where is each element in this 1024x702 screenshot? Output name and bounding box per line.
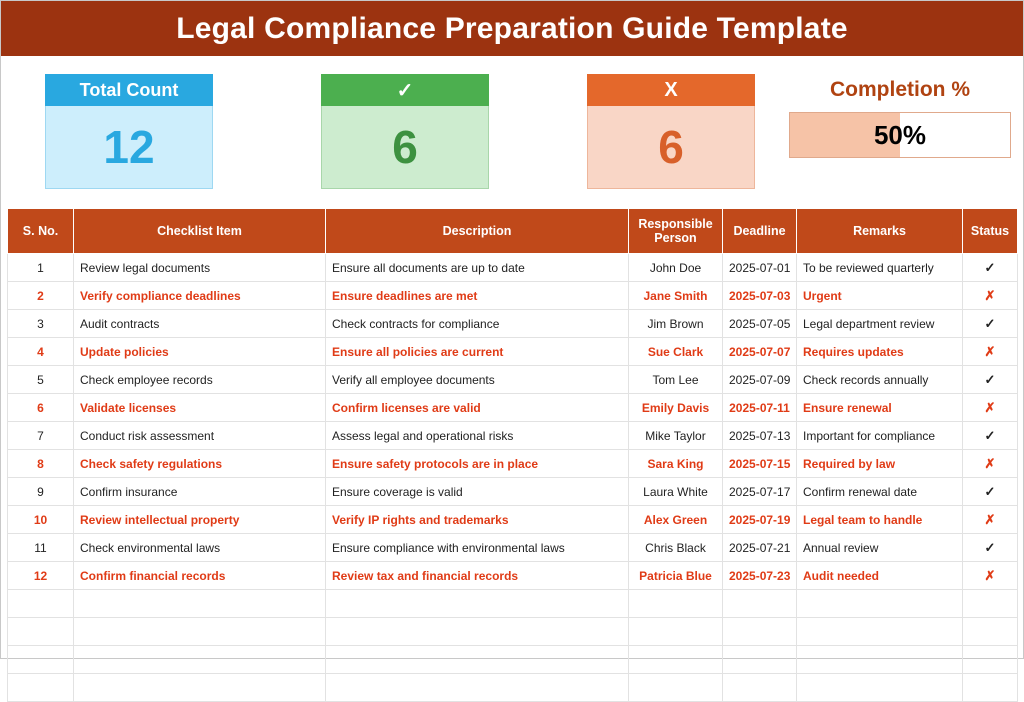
cell-remarks[interactable]: Confirm renewal date [797, 478, 963, 506]
cell-remarks[interactable]: Audit needed [797, 562, 963, 590]
status-badge[interactable]: ✓ [963, 534, 1018, 562]
cell-responsible[interactable] [629, 590, 723, 618]
cell-sno[interactable]: 10 [8, 506, 74, 534]
cell-sno[interactable]: 5 [8, 366, 74, 394]
cell-description[interactable]: Ensure compliance with environmental laws [326, 534, 629, 562]
cell-responsible[interactable]: Sue Clark [629, 338, 723, 366]
cell-remarks[interactable]: Legal team to handle [797, 506, 963, 534]
status-badge[interactable]: ✗ [963, 450, 1018, 478]
cell-responsible[interactable]: Jane Smith [629, 282, 723, 310]
cell-responsible[interactable]: Tom Lee [629, 366, 723, 394]
status-badge[interactable] [963, 646, 1018, 674]
completion-progress-bar [789, 112, 1011, 158]
cell-remarks[interactable]: Check records annually [797, 366, 963, 394]
cell-deadline[interactable]: 2025-07-07 [723, 338, 797, 366]
cell-item[interactable] [74, 674, 326, 702]
cell-responsible[interactable]: Jim Brown [629, 310, 723, 338]
cell-sno[interactable] [8, 590, 74, 618]
cell-responsible[interactable] [629, 674, 723, 702]
page-title: Legal Compliance Preparation Guide Template [176, 11, 848, 45]
cell-item[interactable]: Update policies [74, 338, 326, 366]
cell-responsible[interactable]: Sara King [629, 450, 723, 478]
table-row[interactable] [8, 366, 1018, 394]
cell-remarks[interactable]: Annual review [797, 534, 963, 562]
cell-item[interactable] [74, 590, 326, 618]
cell-item[interactable]: Confirm insurance [74, 478, 326, 506]
cell-deadline[interactable]: 2025-07-09 [723, 366, 797, 394]
cell-item[interactable]: Verify compliance deadlines [74, 282, 326, 310]
cell-deadline[interactable] [723, 674, 797, 702]
table-row[interactable] [8, 450, 1018, 478]
cell-deadline[interactable]: 2025-07-01 [723, 254, 797, 282]
cell-responsible[interactable]: Emily Davis [629, 394, 723, 422]
cell-sno[interactable]: 9 [8, 478, 74, 506]
cell-remarks[interactable] [797, 618, 963, 646]
status-badge[interactable] [963, 618, 1018, 646]
cell-sno[interactable]: 11 [8, 534, 74, 562]
page-title-bar [1, 1, 1023, 56]
table-row[interactable] [8, 618, 1018, 646]
cell-responsible[interactable] [629, 646, 723, 674]
table-row[interactable] [8, 506, 1018, 534]
cell-remarks[interactable]: Legal department review [797, 310, 963, 338]
table-row[interactable] [8, 562, 1018, 590]
column-header-responsible[interactable]: Responsible Person [629, 209, 723, 254]
cell-deadline[interactable]: 2025-07-03 [723, 282, 797, 310]
kpi-total-label: Total Count [45, 74, 213, 106]
cell-remarks[interactable]: Required by law [797, 450, 963, 478]
table-row[interactable] [8, 534, 1018, 562]
cell-item[interactable]: Check environmental laws [74, 534, 326, 562]
cell-sno[interactable]: 8 [8, 450, 74, 478]
table-header-row [8, 209, 1018, 254]
cell-description[interactable]: Ensure all policies are current [326, 338, 629, 366]
table-row[interactable] [8, 282, 1018, 310]
status-badge[interactable] [963, 590, 1018, 618]
table-row[interactable] [8, 422, 1018, 450]
cell-description[interactable] [326, 646, 629, 674]
cell-sno[interactable]: 6 [8, 394, 74, 422]
cell-deadline[interactable] [723, 618, 797, 646]
cell-description[interactable]: Verify IP rights and trademarks [326, 506, 629, 534]
cell-item[interactable]: Confirm financial records [74, 562, 326, 590]
completion-value: 50% [873, 119, 927, 150]
cell-responsible[interactable] [629, 618, 723, 646]
cell-remarks[interactable]: To be reviewed quarterly [797, 254, 963, 282]
cell-description[interactable]: Check contracts for compliance [326, 310, 629, 338]
column-header-description[interactable]: Description [326, 209, 629, 254]
cell-responsible[interactable]: Laura White [629, 478, 723, 506]
checklist-table [7, 208, 1018, 702]
cell-description[interactable] [326, 618, 629, 646]
cell-item[interactable]: Validate licenses [74, 394, 326, 422]
table-row[interactable] [8, 674, 1018, 702]
status-badge[interactable] [963, 674, 1018, 702]
cell-responsible[interactable]: Patricia Blue [629, 562, 723, 590]
cell-item[interactable]: Check employee records [74, 366, 326, 394]
cell-deadline[interactable]: 2025-07-11 [723, 394, 797, 422]
cell-item[interactable] [74, 618, 326, 646]
cell-description[interactable]: Ensure all documents are up to date [326, 254, 629, 282]
cell-deadline[interactable] [723, 646, 797, 674]
kpi-card-total-count [45, 74, 213, 189]
status-badge[interactable]: ✓ [963, 422, 1018, 450]
cell-sno[interactable]: 4 [8, 338, 74, 366]
table-row[interactable] [8, 590, 1018, 618]
status-badge[interactable]: ✓ [963, 478, 1018, 506]
status-badge[interactable]: ✓ [963, 310, 1018, 338]
cell-remarks[interactable]: Urgent [797, 282, 963, 310]
cell-remarks[interactable]: Ensure renewal [797, 394, 963, 422]
kpi-card-completion [789, 78, 1011, 158]
cell-sno[interactable] [8, 618, 74, 646]
column-header-remarks[interactable]: Remarks [797, 209, 963, 254]
cross-icon: X [587, 74, 755, 106]
kpi-pending-value: 6 [587, 106, 755, 189]
cell-description[interactable]: Review tax and financial records [326, 562, 629, 590]
checklist-table-wrap [1, 208, 1023, 702]
kpi-completed-value: 6 [321, 106, 489, 189]
completion-label: Completion % [830, 78, 970, 101]
column-header-item[interactable]: Checklist Item [74, 209, 326, 254]
kpi-total-value: 12 [45, 106, 213, 189]
cell-sno[interactable] [8, 646, 74, 674]
cell-item[interactable]: Review intellectual property [74, 506, 326, 534]
table-row[interactable] [8, 394, 1018, 422]
cell-deadline[interactable]: 2025-07-23 [723, 562, 797, 590]
status-badge[interactable]: ✗ [963, 562, 1018, 590]
table-row[interactable] [8, 478, 1018, 506]
cell-item[interactable]: Conduct risk assessment [74, 422, 326, 450]
cell-remarks[interactable] [797, 674, 963, 702]
cell-remarks[interactable] [797, 646, 963, 674]
check-icon: ✓ [321, 74, 489, 106]
cell-deadline[interactable]: 2025-07-15 [723, 450, 797, 478]
cell-remarks[interactable]: Important for compliance [797, 422, 963, 450]
cell-description[interactable]: Assess legal and operational risks [326, 422, 629, 450]
cell-sno[interactable]: 2 [8, 282, 74, 310]
cell-deadline[interactable]: 2025-07-19 [723, 506, 797, 534]
cell-sno[interactable]: 3 [8, 310, 74, 338]
cell-sno[interactable]: 1 [8, 254, 74, 282]
cell-item[interactable]: Check safety regulations [74, 450, 326, 478]
cell-remarks[interactable]: Requires updates [797, 338, 963, 366]
cell-item[interactable]: Review legal documents [74, 254, 326, 282]
column-header-status[interactable]: Status [963, 209, 1018, 254]
cell-deadline[interactable] [723, 590, 797, 618]
cell-sno[interactable]: 12 [8, 562, 74, 590]
cell-remarks[interactable] [797, 590, 963, 618]
status-badge[interactable]: ✗ [963, 338, 1018, 366]
cell-description[interactable]: Ensure safety protocols are in place [326, 450, 629, 478]
cell-deadline[interactable]: 2025-07-05 [723, 310, 797, 338]
table-row[interactable] [8, 646, 1018, 674]
status-badge[interactable]: ✗ [963, 506, 1018, 534]
cell-responsible[interactable]: Chris Black [629, 534, 723, 562]
cell-deadline[interactable]: 2025-07-13 [723, 422, 797, 450]
cell-deadline[interactable]: 2025-07-21 [723, 534, 797, 562]
cell-item[interactable] [74, 646, 326, 674]
status-badge[interactable]: ✗ [963, 394, 1018, 422]
status-badge[interactable]: ✓ [963, 366, 1018, 394]
table-body [8, 254, 1018, 702]
kpi-card-pending [587, 74, 755, 189]
cell-sno[interactable]: 7 [8, 422, 74, 450]
cell-responsible[interactable]: Alex Green [629, 506, 723, 534]
status-badge[interactable]: ✗ [963, 282, 1018, 310]
cell-description[interactable]: Ensure coverage is valid [326, 478, 629, 506]
column-header-deadline[interactable]: Deadline [723, 209, 797, 254]
kpi-summary-row [1, 56, 1023, 208]
cell-description[interactable] [326, 590, 629, 618]
status-badge[interactable]: ✓ [963, 254, 1018, 282]
cell-description[interactable]: Confirm licenses are valid [326, 394, 629, 422]
kpi-card-completed [321, 74, 489, 189]
cell-item[interactable]: Audit contracts [74, 310, 326, 338]
table-row[interactable] [8, 310, 1018, 338]
cell-deadline[interactable]: 2025-07-17 [723, 478, 797, 506]
cell-responsible[interactable]: Mike Taylor [629, 422, 723, 450]
cell-sno[interactable] [8, 674, 74, 702]
table-row[interactable] [8, 338, 1018, 366]
column-header-sno[interactable]: S. No. [8, 209, 74, 254]
cell-description[interactable]: Verify all employee documents [326, 366, 629, 394]
cell-description[interactable]: Ensure deadlines are met [326, 282, 629, 310]
cell-description[interactable] [326, 674, 629, 702]
table-row[interactable] [8, 254, 1018, 282]
cell-responsible[interactable]: John Doe [629, 254, 723, 282]
